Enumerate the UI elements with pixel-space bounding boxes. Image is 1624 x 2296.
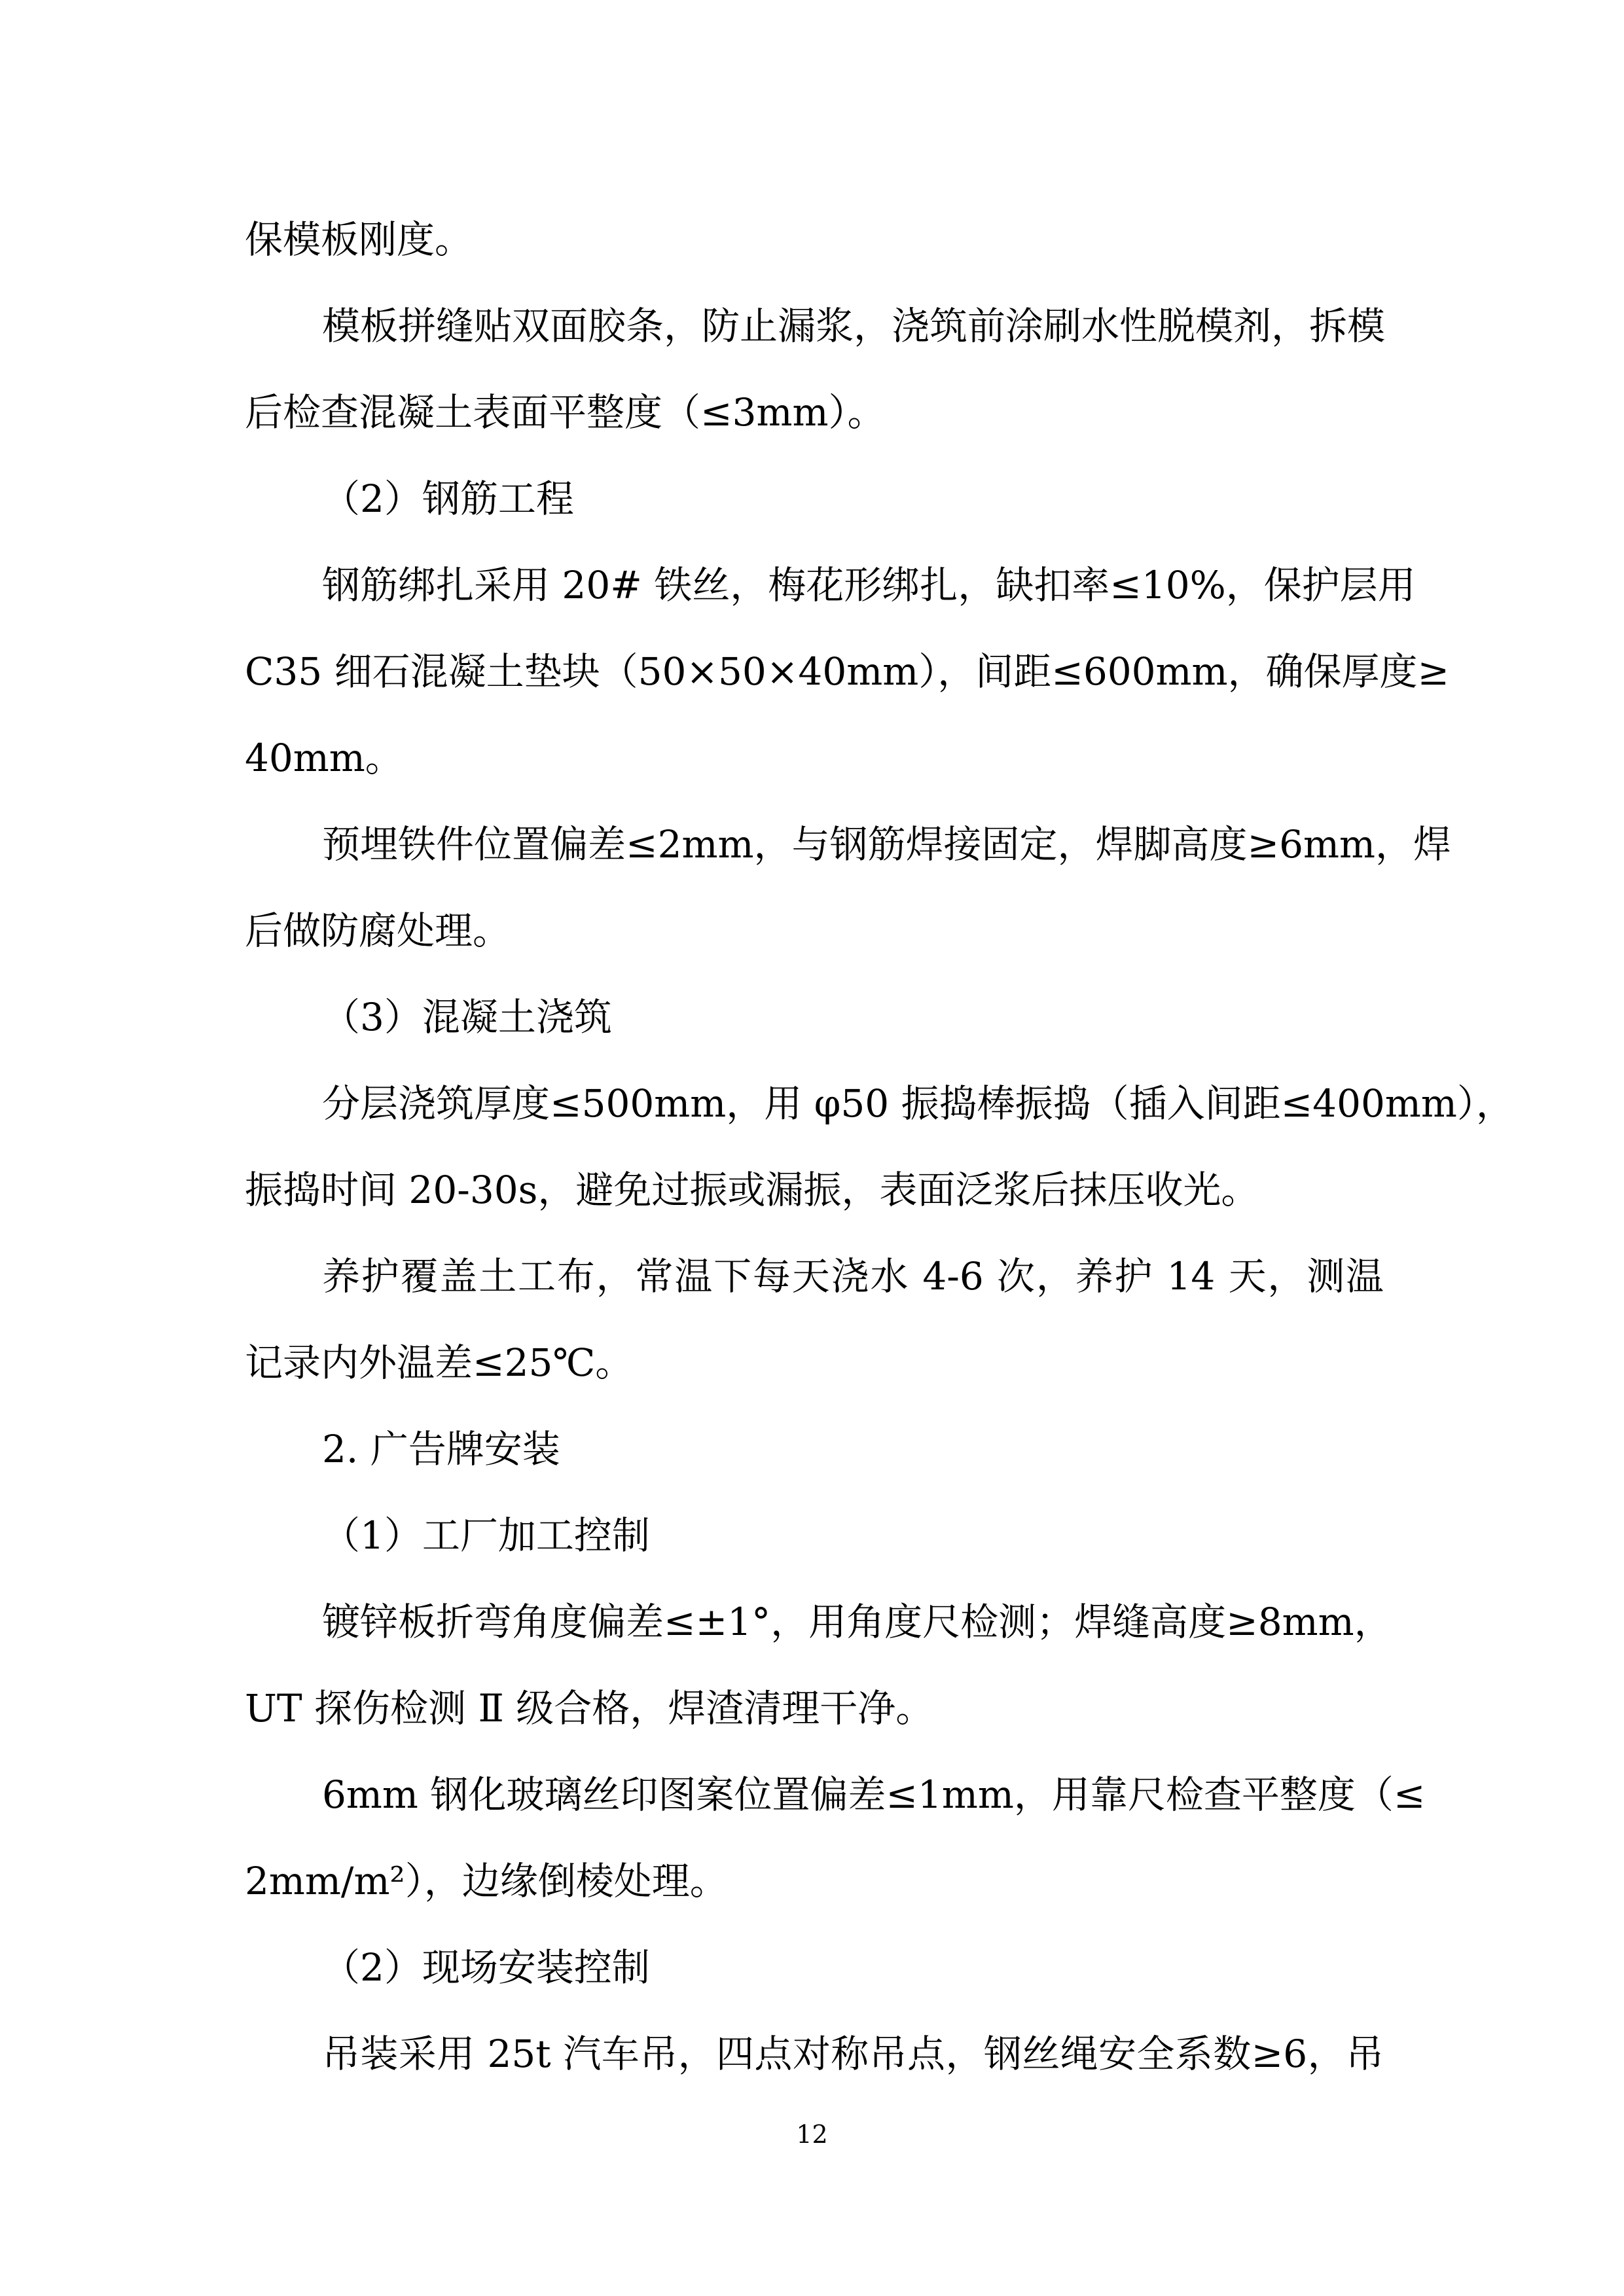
text-line: 预埋铁件位置偏差≤2mm，与钢筋焊接固定，焊脚高度≥6mm，焊 xyxy=(322,822,1451,867)
text-line: 后检查混凝土表面平整度（≤3mm）。 xyxy=(245,390,886,435)
text-line: 分层浇筑厚度≤500mm，用 φ50 振捣棒振捣（插入间距≤400mm）， xyxy=(322,1081,1514,1126)
text-line: 养护覆盖土工布，常温下每天浇水 4-6 次，养护 14 天，测温 xyxy=(322,1254,1384,1299)
text-line: 记录内外温差≤25℃。 xyxy=(245,1340,634,1385)
text-line: 模板拼缝贴双面胶条，防止漏浆，浇筑前涂刷水性脱模剂，拆模 xyxy=(322,304,1386,348)
text-line: UT 探伤检测 Ⅱ 级合格，焊渣清理干净。 xyxy=(245,1686,934,1731)
section-heading: （2）现场安装控制 xyxy=(322,1945,650,1990)
text-line: 6mm 钢化玻璃丝印图案位置偏差≤1mm，用靠尺检查平整度（≤ xyxy=(322,1772,1426,1817)
text-line: 40mm。 xyxy=(245,736,403,780)
text-line: C35 细石混凝土垫块（50×50×40mm），间距≤600mm，确保厚度≥ xyxy=(245,649,1450,694)
page-body xyxy=(245,196,1514,2097)
text-line: 吊装采用 25t 汽车吊，四点对称吊点，钢丝绳安全系数≥6，吊 xyxy=(322,2032,1384,2076)
section-heading: （1）工厂加工控制 xyxy=(322,1513,650,1558)
text-line: 镀锌板折弯角度偏差≤±1°，用角度尺检测；焊缝高度≥8mm， xyxy=(322,1600,1392,1644)
section-heading: （2）钢筋工程 xyxy=(322,476,574,521)
text-line: 钢筋绑扎采用 20# 铁丝，梅花形绑扎，缺扣率≤10%，保护层用 xyxy=(322,563,1416,607)
text-line: 保模板刚度。 xyxy=(245,217,473,262)
text-line: 后做防腐处理。 xyxy=(245,908,511,953)
text-line: 振捣时间 20-30s，避免过振或漏振，表面泛浆后抹压收光。 xyxy=(245,1168,1259,1212)
page-number: 12 xyxy=(796,2120,828,2149)
section-heading: 2. 广告牌安装 xyxy=(322,1427,560,1471)
section-heading: （3）混凝土浇筑 xyxy=(322,995,612,1039)
text-line: 2mm/m²），边缘倒棱处理。 xyxy=(245,1859,728,1903)
